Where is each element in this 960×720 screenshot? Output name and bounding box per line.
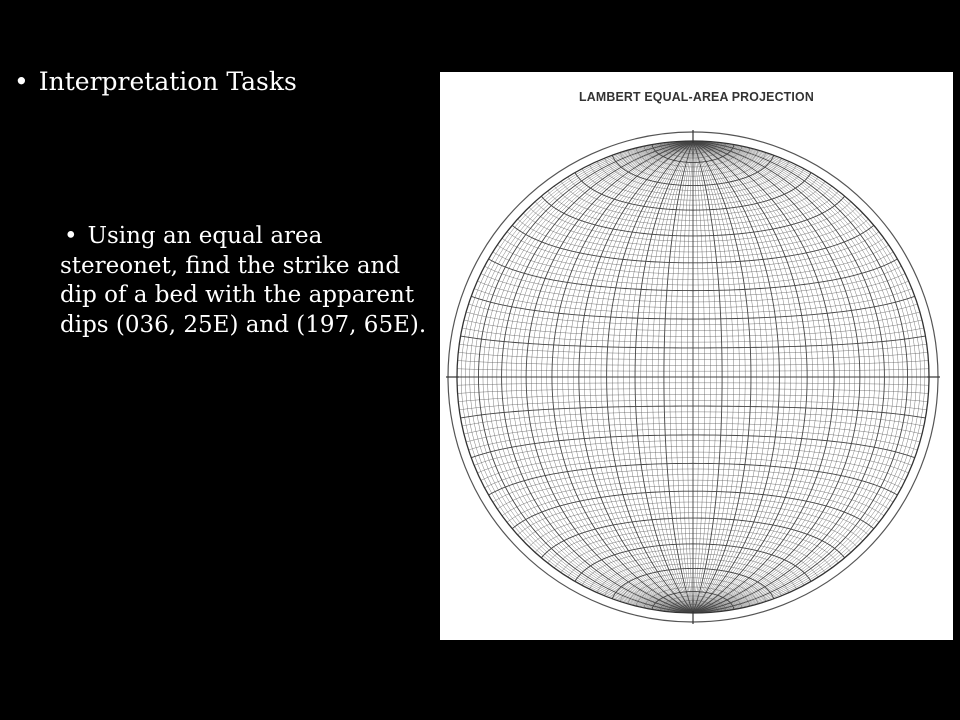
figure-caption: LAMBERT EQUAL-AREA PROJECTION	[579, 89, 814, 104]
heading-bullet-item	[14, 66, 297, 98]
stereonet-figure	[440, 72, 953, 640]
task-bullet-item	[60, 222, 432, 340]
stereonet-diagram	[440, 72, 953, 640]
slide-heading: Interpretation Tasks	[38, 67, 297, 96]
bullet-icon: •	[64, 223, 78, 249]
bullet-icon: •	[14, 67, 29, 96]
task-text: Using an equal area stereonet, find the strike and dip of a bed with the apparent dips (036, 25E) and (197, 65E).	[60, 223, 427, 338]
